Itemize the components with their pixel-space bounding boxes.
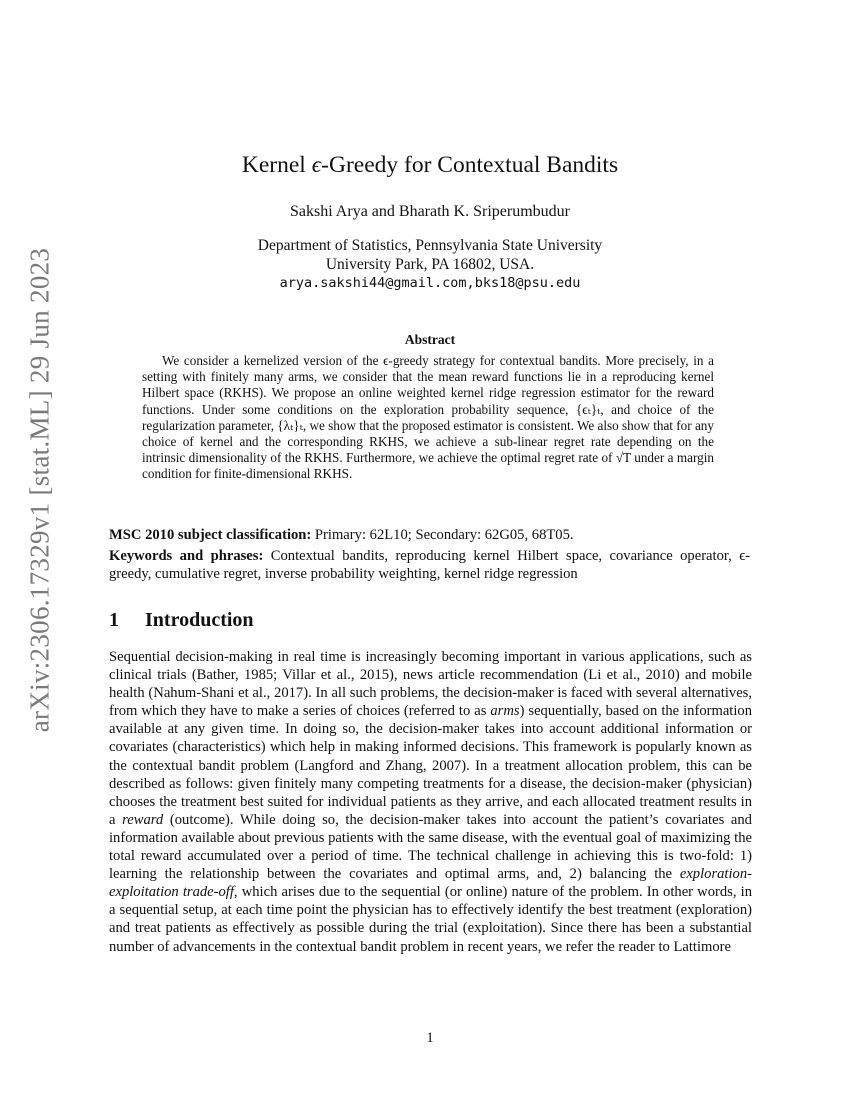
msc-label: MSC 2010 subject classification: — [109, 527, 312, 543]
affiliation-department: Department of Statistics, Pennsylvania State University — [257, 237, 603, 254]
section-heading-introduction — [109, 609, 254, 632]
intro-emph-reward: reward — [122, 811, 164, 828]
keywords-label: Keywords and phrases: — [109, 548, 264, 564]
author-list: Sakshi Arya and Bharath K. Sriperumbudur — [290, 203, 570, 220]
title-epsilon: ϵ — [311, 152, 322, 178]
keywords-value: Contextual bandits, reproducing kernel Hilbert space, covariance operator, ϵ-greedy, cumulative regret, inverse probability weighting, kernel ridge regression — [109, 548, 750, 582]
affiliation-address: University Park, PA 16802, USA. — [325, 256, 535, 273]
intro-text-1: Sequential decision-making in real time is increasingly becoming important in various applications, such as clinical trials (Bather, 1985; Villar et al., 2015), news article recommendation (Li et al., 2010) and mobile health (Nahum-Shani et al., 2017). In all such problems, the decision-maker is faced with several alternatives, from which they have to make a series of choices (referred to as — [109, 649, 752, 720]
msc-value: Primary: 62L10; Secondary: 62G05, 68T05. — [311, 527, 574, 543]
msc-classification — [109, 526, 750, 544]
arxiv-identifier: arXiv:2306.17329v1 [stat.ML] 29 Jun 2023 — [24, 247, 55, 733]
intro-emph-arms: arms — [490, 703, 520, 720]
abstract-heading: Abstract — [404, 332, 456, 347]
author-emails[interactable]: arya.sakshi44@gmail.com,bks18@psu.edu — [279, 275, 581, 291]
introduction-paragraph — [109, 648, 752, 956]
section-number: 1 — [109, 609, 119, 631]
affiliation-block — [0, 236, 850, 293]
paper-title — [0, 152, 850, 179]
intro-text-4: , which arises due to the sequential (or online) nature of the problem. In other words, in a sequential setup, at each time point the physician has to effectively identify the best treatment (exploration) and treat patients as effectively as possible during the trial (exploitation). Since there has been a substantial number of advancements in the contextual bandit problem in recent years, we refer the reader to Lattimore — [109, 884, 752, 955]
section-title: Introduction — [145, 609, 254, 631]
abstract-text: We consider a kernelized version of the ϵ-greedy strategy for contextual bandits. More precisely, in a setting with finitely many arms, we consider that the mean reward functions lie in a reproducing kernel Hilbert space (RKHS). We propose an online weighted kernel ridge regression estimator for the reward functions. Under some conditions on the exploration probability sequence, {ϵₜ}ₜ, and choice of the regularization parameter, {λₜ}ₜ, we show that the proposed estimator is consistent. We also show that for any choice of kernel and the corresponding RKHS, we achieve a sub-linear regret rate depending on the intrinsic dimensionality of the RKHS. Furthermore, we achieve the optimal regret rate of √T under a margin condition for finite-dimensional RKHS. — [142, 353, 714, 482]
title-prefix: Kernel — [241, 152, 312, 178]
intro-text-3: (outcome). While doing so, the decision-maker takes into account the patient’s covariates and information available about previous patients with the same disease, with the eventual goal of maximizing the total reward accumulated over a period of time. The technical challenge in achieving this is two-fold: 1) learning the relationship between the covariates and optimal arms, and, 2) balancing the — [109, 811, 752, 883]
page-number: 1 — [426, 1030, 434, 1046]
title-suffix: -Greedy for Contextual Bandits — [321, 152, 619, 178]
keywords — [109, 547, 750, 583]
intro-emph-tradeoff: exploration-exploitation trade-off — [109, 866, 752, 901]
intro-text-2: ) sequentially, based on the information available at any given time. In doing so, the decision-maker takes into account additional information or covariates (characteristics) which help in making informed decisions. This framework is popularly known as the contextual bandit problem (Langford and Zhang, 2007). In a treatment allocation problem, this can be described as follows: given finitely many competing treatments for a disease, the decision-maker (physician) chooses the treatment best suited for individual patients as they arrive, and each allocated treatment results in a — [109, 703, 753, 828]
